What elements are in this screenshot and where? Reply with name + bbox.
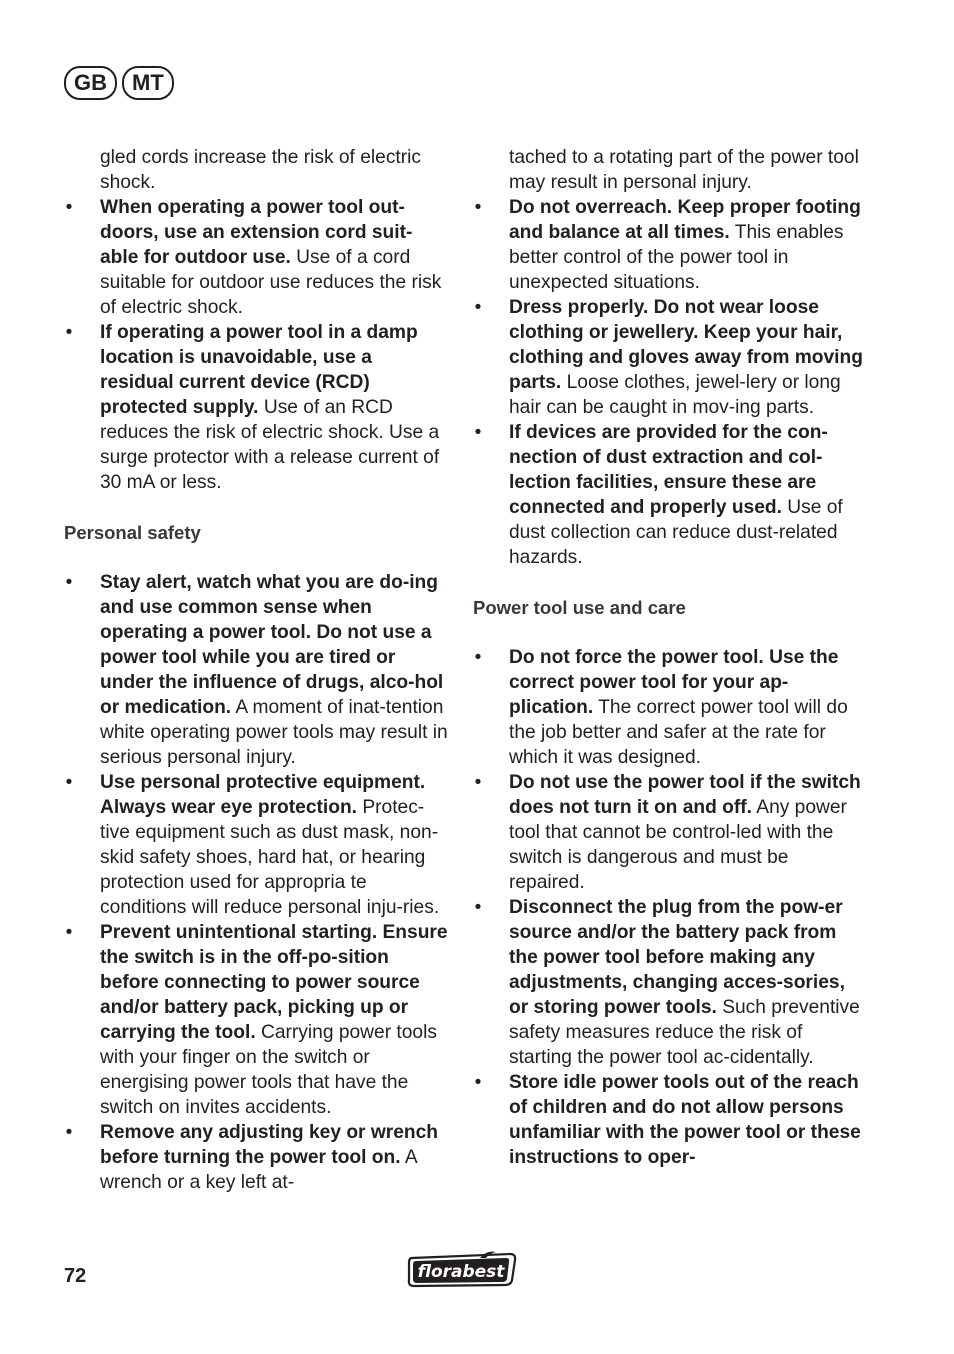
continuation-text: gled cords increase the risk of electric shock. <box>100 147 421 193</box>
language-badges <box>64 66 174 100</box>
bullet-text: This enables better control of the power tool in unexpected situations. <box>509 222 844 293</box>
bullet-bold-text: Do not force the power tool. Use the correct power tool for your ap-plication. <box>509 647 839 718</box>
bullet-bold-text: Stay alert, watch what you are do-ing and use common sense when operating a power tool. Do not use a power tool while you are tired or under the influence of drugs, alco-hol or medication. <box>100 572 444 718</box>
continuation-text: tached to a rotating part of the power tool may result in personal injury. <box>509 147 859 193</box>
bullet-bold-text: Remove any adjusting key or wrench before turning the power tool on. <box>100 1122 439 1168</box>
bullet-text: Carrying power tools with your finger on the switch or energising power tools that have the switch on invites accidents. <box>100 1022 437 1118</box>
bullet-item <box>473 1070 865 1170</box>
bullet-bold-text: Do not overreach. Keep proper footing and balance at all times. <box>509 197 861 243</box>
florabest-logo <box>406 1250 518 1288</box>
bullet-icon: • <box>474 897 482 918</box>
bullet-bold-text: Disconnect the plug from the pow-er source and/or the battery pack from the power tool before making any adjustments, changing acces-sories, or storing power tools. <box>509 897 845 1018</box>
bullet-text: A moment of inat-tention white operating power tools may result in serious personal injury. <box>100 697 448 768</box>
bullet-bold-text: Dress properly. Do not wear loose clothing or jewellery. Keep your hair, clothing and gloves away from moving parts. <box>509 297 863 393</box>
bullet-icon: • <box>474 772 482 793</box>
bullet-icon: • <box>474 297 482 318</box>
language-badge-mt: MT <box>122 66 174 100</box>
bullet-icon: • <box>474 1072 482 1093</box>
bullet-item <box>473 195 865 295</box>
left-column <box>64 145 450 1195</box>
bullet-bold-text: Use personal protective equipment. Always wear eye protection. <box>100 772 426 818</box>
bullet-item <box>64 195 450 320</box>
page-number: 72 <box>64 1265 87 1287</box>
bullet-text: Loose clothes, jewel-lery or long hair can be caught in mov-ing parts. <box>509 372 841 418</box>
bullet-text: A wrench or a key left at- <box>100 1147 417 1193</box>
bullet-icon: • <box>65 772 73 793</box>
logo-text: florabest <box>417 1262 505 1282</box>
bullet-item <box>64 570 450 770</box>
bullet-item <box>64 320 450 495</box>
bullet-bold-text: Prevent unintentional starting. Ensure the switch is in the off-po-sition before connecting to power source and/or battery pack, picking up or carrying the tool. <box>100 922 448 1043</box>
bullet-item <box>473 420 865 570</box>
section-heading-personal-safety: Personal safety <box>64 522 201 543</box>
bullet-text: Protec-tive equipment such as dust mask, non-skid safety shoes, hard hat, or hearing protection used for appropria te conditions will reduce personal inju-ries. <box>100 797 440 918</box>
bullet-text: The correct power tool will do the job better and safer at the rate for which it was designed. <box>509 697 848 768</box>
bullet-item <box>473 770 865 895</box>
bullet-text: Use of dust collection can reduce dust-related hazards. <box>509 497 843 568</box>
language-badge-gb: GB <box>64 66 117 100</box>
bullet-bold-text: If operating a power tool in a damp location is unavoidable, use a residual current device (RCD) protected supply. <box>100 322 418 418</box>
bullet-icon: • <box>65 1122 73 1143</box>
bullet-text: Use of an RCD reduces the risk of electric shock. Use a surge protector with a release current of 30 mA or less. <box>100 397 440 493</box>
bullet-icon: • <box>474 647 482 668</box>
bullet-item <box>64 770 450 920</box>
bullet-icon: • <box>474 422 482 443</box>
bullet-icon: • <box>65 572 73 593</box>
bullet-icon: • <box>474 197 482 218</box>
bullet-item <box>64 920 450 1120</box>
bullet-bold-text: Do not use the power tool if the switch does not turn it on and off. <box>509 772 861 818</box>
bullet-bold-text: Store idle power tools out of the reach of children and do not allow persons unfamiliar with the power tool or these instructions to oper- <box>509 1072 861 1168</box>
bullet-item <box>473 645 865 770</box>
bullet-bold-text: When operating a power tool out-doors, use an extension cord suit-able for outdoor use. <box>100 197 413 268</box>
bullet-icon: • <box>65 197 73 218</box>
bullet-item <box>64 1120 450 1195</box>
bullet-icon: • <box>65 322 73 343</box>
bullet-text: Such preventive safety measures reduce the risk of starting the power tool ac-cidentally. <box>509 997 860 1068</box>
bullet-item <box>473 895 865 1070</box>
bullet-text: Any power tool that cannot be control-led with the switch is dangerous and must be repaired. <box>509 797 847 893</box>
bullet-bold-text: If devices are provided for the con-nection of dust extraction and col-lection facilities, ensure these are connected and properly used. <box>509 422 828 518</box>
bullet-text: Use of a cord suitable for outdoor use reduces the risk of electric shock. <box>100 247 442 318</box>
right-column <box>473 145 865 1170</box>
section-heading-power-tool-use: Power tool use and care <box>473 597 686 618</box>
bullet-icon: • <box>65 922 73 943</box>
bullet-item <box>473 295 865 420</box>
